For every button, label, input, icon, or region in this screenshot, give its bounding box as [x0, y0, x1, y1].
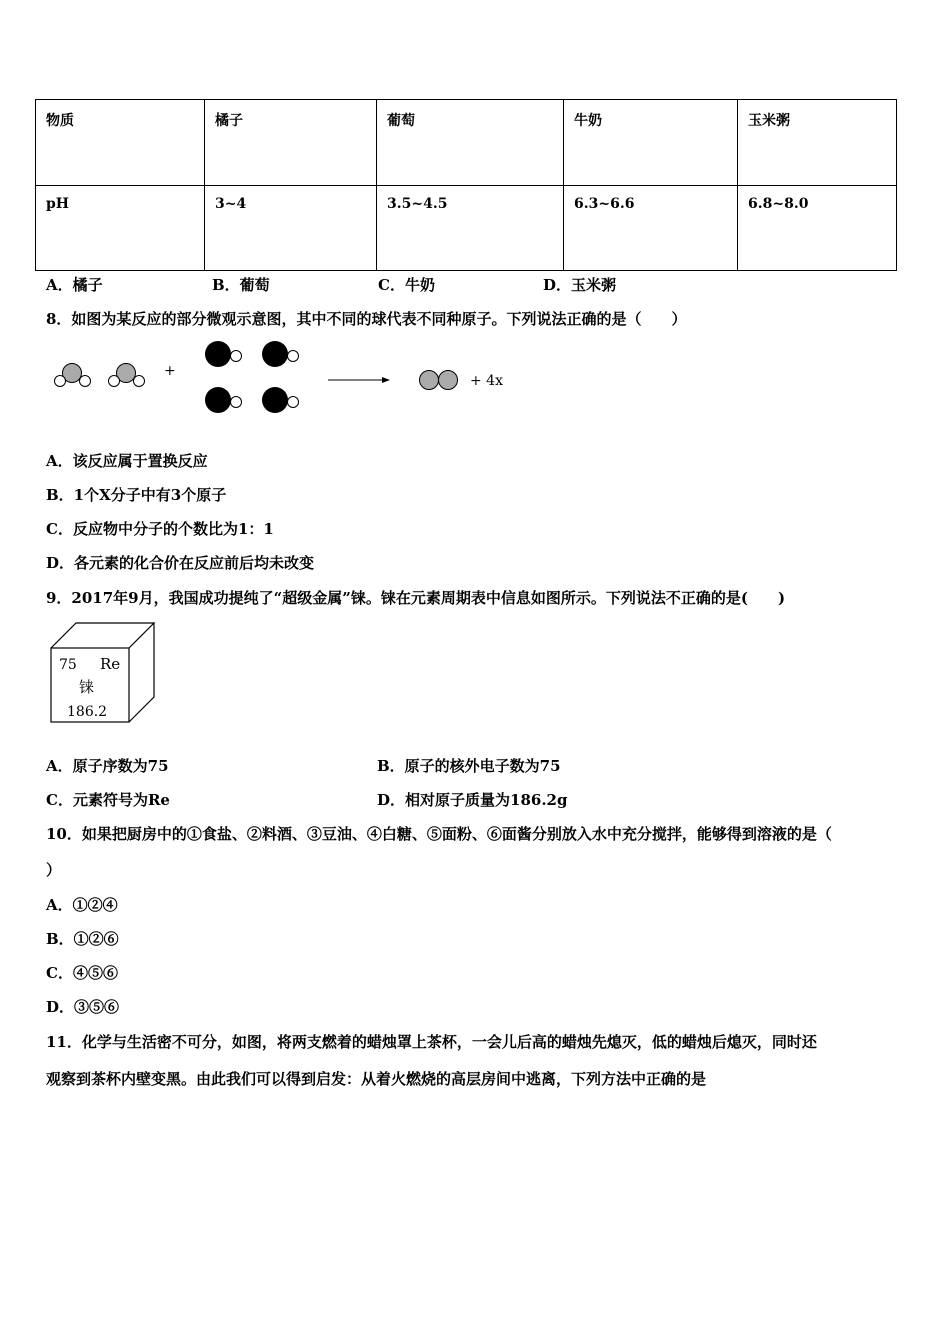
table-cell: pH — [36, 186, 205, 271]
molecule-black-small — [262, 387, 299, 413]
reaction-arrow-icon — [328, 377, 390, 383]
table-cell: 玉米粥 — [738, 100, 897, 186]
q7-option-a[interactable]: A．橘子 — [46, 276, 103, 294]
table-cell: 3.5~4.5 — [377, 186, 564, 271]
molecule-black-small — [262, 341, 299, 367]
molecule-gray-pair — [420, 371, 458, 390]
atomic-number: 75 — [59, 657, 77, 673]
table-cell: 3~4 — [205, 186, 377, 271]
element-name: 铼 — [79, 678, 95, 696]
q9-option-d[interactable]: D．相对原子质量为186.2g — [377, 791, 568, 809]
table-cell: 葡萄 — [377, 100, 564, 186]
q9-stem: 9．2017年9月，我国成功提纯了“超级金属”铼。铼在元素周期表中信息如图所示。下列说法不正确的是( ) — [46, 589, 786, 607]
q9-option-c[interactable]: C．元素符号为Re — [46, 791, 170, 809]
q7-option-b[interactable]: B．葡萄 — [212, 276, 270, 294]
q10-stem-cont: ） — [46, 861, 62, 879]
element-cell-rhenium — [48, 620, 160, 726]
plus-4x-label: + 4x — [470, 373, 503, 389]
table-cell: 6.8~8.0 — [738, 186, 897, 271]
q8-option-a[interactable]: A．该反应属于置换反应 — [46, 452, 208, 470]
plus-sign: + — [164, 363, 176, 379]
q10-option-b[interactable]: B．①②⑥ — [46, 930, 119, 948]
q7-option-c[interactable]: C．牛奶 — [378, 276, 435, 294]
q9-option-a[interactable]: A．原子序数为75 — [46, 757, 169, 775]
q10-stem: 10．如果把厨房中的①食盐、②料酒、③豆油、④白糖、⑤面粉、⑥面酱分别放入水中充分搅拌，能够得到溶液的是（ — [46, 825, 832, 843]
element-symbol: Re — [100, 655, 121, 673]
q8-option-c[interactable]: C．反应物中分子的个数比为1：1 — [46, 520, 274, 538]
table-header-row — [36, 100, 897, 186]
q10-option-a[interactable]: A．①②④ — [46, 896, 118, 914]
table-cell: 橘子 — [205, 100, 377, 186]
table-cell: 6.3~6.6 — [564, 186, 738, 271]
q10-option-c[interactable]: C．④⑤⑥ — [46, 964, 118, 982]
q8-stem: 8．如图为某反应的部分微观示意图，其中不同的球代表不同种原子。下列说法正确的是（ ） — [46, 310, 687, 328]
q8-option-d[interactable]: D．各元素的化合价在反应前后均未改变 — [46, 554, 315, 572]
molecule-black-small — [205, 341, 242, 367]
q10-option-d[interactable]: D．③⑤⑥ — [46, 998, 120, 1016]
table-cell: 牛奶 — [564, 100, 738, 186]
table-cell: 物质 — [36, 100, 205, 186]
ph-table — [35, 99, 897, 271]
q11-stem-cont: 观察到茶杯内壁变黑。由此我们可以得到启发：从着火燃烧的高层房间中逃离，下列方法中正确的是 — [46, 1070, 707, 1088]
molecule-gray-two-small — [55, 364, 91, 387]
reaction-diagram — [40, 335, 520, 425]
q7-option-d[interactable]: D．玉米粥 — [543, 276, 617, 294]
molecule-black-small — [205, 387, 242, 413]
atomic-mass: 186.2 — [67, 704, 108, 720]
molecule-gray-two-small — [109, 364, 145, 387]
q11-stem: 11．化学与生活密不可分，如图，将两支燃着的蜡烛罩上茶杯，一会儿后高的蜡烛先熄灭，低的蜡烛后熄灭，同时还 — [46, 1033, 817, 1051]
q8-option-b[interactable]: B．1个X分子中有3个原子 — [46, 486, 227, 504]
table-row — [36, 186, 897, 271]
q9-option-b[interactable]: B．原子的核外电子数为75 — [377, 757, 561, 775]
